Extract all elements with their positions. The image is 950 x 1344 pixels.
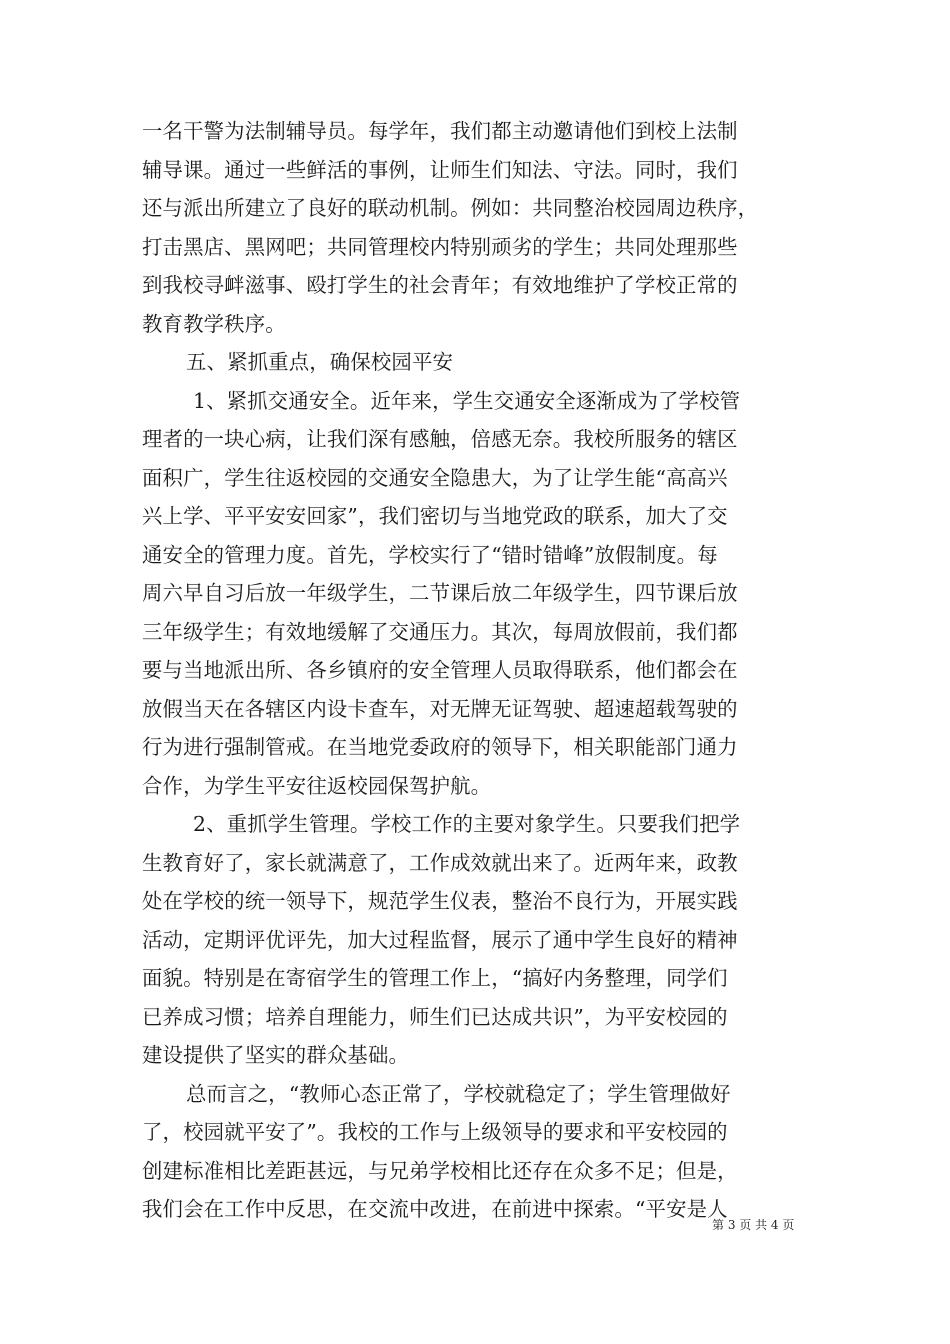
text-line: 已养成习惯；培养自理能力，师生们已达成共识”，为平安校园的: [142, 1004, 728, 1029]
text-line: 生教育好了，家长就满意了，工作成效就出来了。近两年来，政教: [142, 850, 738, 875]
text-line: 放假当天在各辖区内设卡查车，对无牌无证驾驶、超速超载驾驶的: [142, 696, 738, 721]
text-line: 了，校园就平安了”。我校的工作与上级领导的要求和平安校园的: [142, 1120, 728, 1144]
text-line: 兴上学、平平安安回家”，我们密切与当地党政的联系，加大了交: [142, 504, 728, 528]
text-line: 教育教学秩序。: [142, 311, 286, 336]
text-line: 通安全的管理力度。首先，学校实行了“错时错峰”放假制度。每: [142, 542, 718, 567]
text-line: 打击黑店、黑网吧；共同管理校内特别顽劣的学生；共同处理那些: [142, 234, 738, 259]
text-line: 创建标准相比差距甚远，与兄弟学校相比还存在众多不足；但是，: [142, 1158, 738, 1183]
text-line: 处在学校的统一领导下，规范学生仪表，整治不良行为，开展实践: [142, 889, 738, 913]
document-body: [142, 112, 810, 1229]
page-number: 第 3 页 共 4 页: [712, 1218, 795, 1232]
text-line: 还与派出所建立了良好的联动机制。例如：共同整治校园周边秩序，: [142, 196, 759, 220]
text-line: 面貌。特别是在寄宿学生的管理工作上，“搞好内务整理，同学们: [142, 966, 728, 990]
text-line: 我们会在工作中反思，在交流中改进，在前进中探索。“平安是人: [142, 1197, 728, 1221]
section-heading: 五、紧抓重点，确保校园平安: [186, 350, 454, 374]
text-line: 一名干警为法制辅导员。每学年，我们都主动邀请他们到校上法制: [142, 119, 738, 143]
text-line: 到我校寻衅滋事、殴打学生的社会青年；有效地维护了学校正常的: [142, 273, 738, 297]
text-line: 行为进行强制管戒。在当地党委政府的领导下，相关职能部门通力: [142, 735, 738, 759]
text-line: 面积广，学生往返校园的交通安全隐患大，为了让学生能“高高兴: [142, 465, 728, 490]
text-line: 三年级学生；有效地缓解了交通压力。其次，每周放假前，我们都: [142, 619, 738, 644]
text-line: 要与当地派出所、各乡镇府的安全管理人员取得联系，他们都会在: [142, 658, 738, 682]
text-line: 理者的一块心病，让我们深有感触，倍感无奈。我校所服务的辖区: [142, 427, 738, 451]
text-line: 1、紧抓交通安全。近年来，学生交通安全逐渐成为了学校管: [193, 388, 741, 413]
text-line: 辅导课。通过一些鲜活的事例，让师生们知法、守法。同时，我们: [142, 157, 738, 182]
text-line: 2、重抓学生管理。学校工作的主要对象学生。只要我们把学: [193, 812, 741, 836]
text-line: 周六早自习后放一年级学生，二节课后放二年级学生，四节课后放: [142, 581, 738, 605]
text-line: 合作，为学生平安往返校园保驾护航。: [142, 773, 492, 798]
text-line: 总而言之，“教师心态正常了，学校就稳定了；学生管理做好: [186, 1081, 731, 1106]
text-line: 建设提供了坚实的群众基础。: [142, 1043, 410, 1067]
text-line: 活动，定期评优评先，加大过程监督，展示了通中学生良好的精神: [142, 927, 738, 952]
